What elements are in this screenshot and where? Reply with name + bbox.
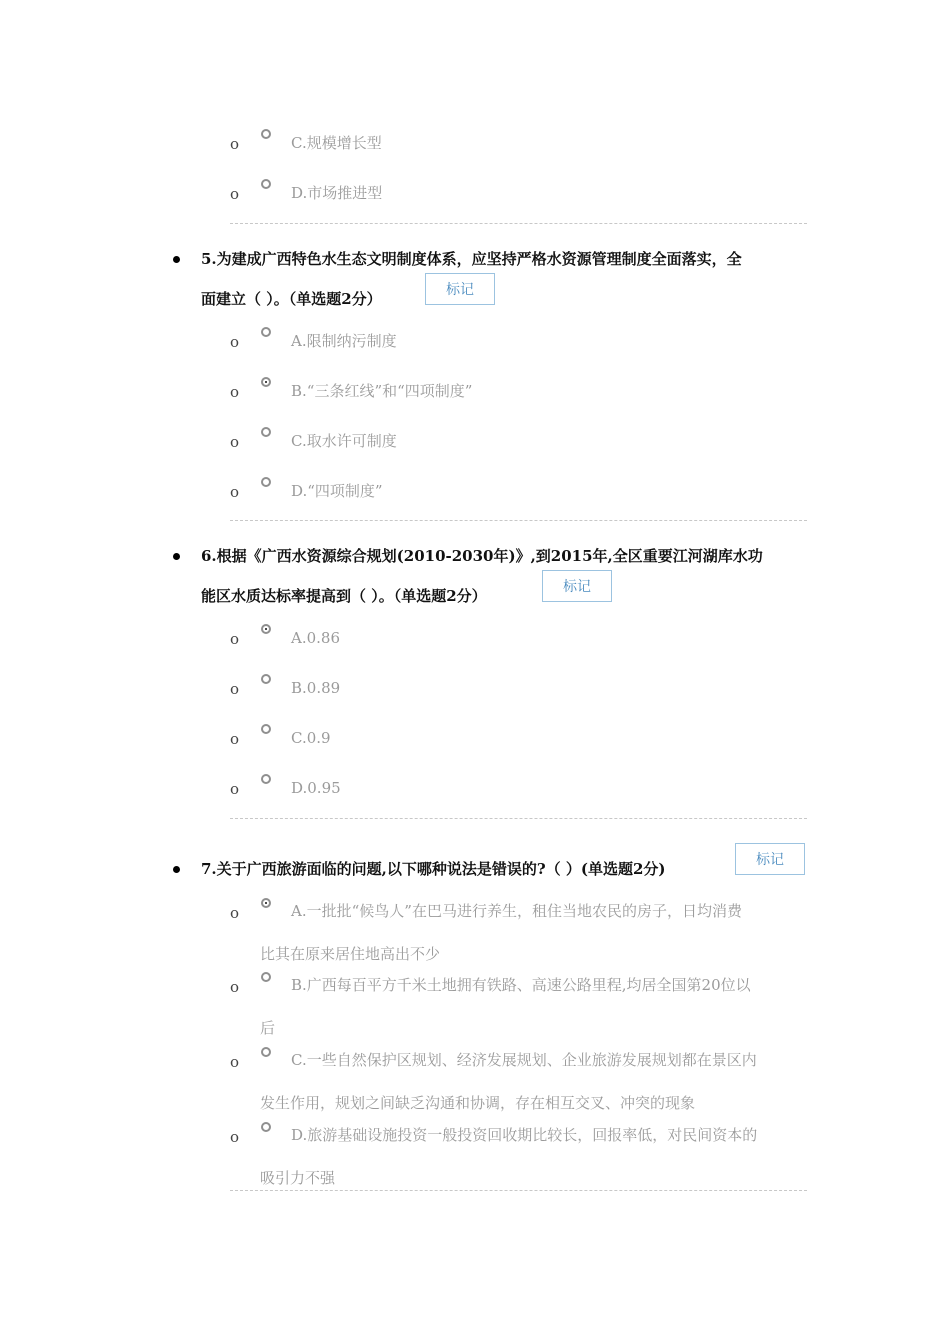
option-label: C.0.9 <box>291 729 331 747</box>
list-marker: o <box>230 135 240 153</box>
bullet <box>173 866 180 873</box>
option-label-continued: 吸引力不强 <box>260 1169 336 1187</box>
option-label: D.市场推进型 <box>291 184 383 202</box>
list-marker: o <box>230 1053 240 1071</box>
divider <box>230 223 807 224</box>
list-marker: o <box>230 904 240 922</box>
radio-button[interactable] <box>261 427 271 437</box>
mark-button[interactable]: 标记 <box>735 843 805 875</box>
question-text: 5.为建成广西特色水生态文明制度体系，应坚持严格水资源管理制度全面落实，全 <box>201 250 742 268</box>
mark-button[interactable]: 标记 <box>542 570 612 602</box>
list-marker: o <box>230 780 240 798</box>
radio-button-selected[interactable] <box>261 624 271 634</box>
question-text: 能区水质达标率提高到（ ）。（单选题2分） <box>201 587 487 605</box>
list-marker: o <box>230 680 240 698</box>
divider <box>230 818 807 819</box>
question-text: 面建立（ ）。（单选题2分） <box>201 290 382 308</box>
option-label: D.旅游基础设施投资一般投资回收期比较长，回报率低，对民间资本的 <box>291 1126 758 1144</box>
option-label: A.限制纳污制度 <box>291 332 397 350</box>
divider <box>230 520 807 521</box>
radio-button[interactable] <box>261 674 271 684</box>
list-marker: o <box>230 730 240 748</box>
radio-button[interactable] <box>261 129 271 139</box>
option-label: B.“三条红线”和“四项制度” <box>291 382 473 400</box>
list-marker: o <box>230 1128 240 1146</box>
radio-button-selected[interactable] <box>261 377 271 387</box>
option-label: A.一批批“候鸟人”在巴马进行养生，租住当地农民的房子，日均消费 <box>291 902 742 920</box>
option-label: B.广西每百平方千米土地拥有铁路、高速公路里程,均居全国第20位以 <box>291 976 751 994</box>
option-label: D.“四项制度” <box>291 482 383 500</box>
option-label-continued: 比其在原来居住地高出不少 <box>260 945 441 963</box>
option-label: C.一些自然保护区规划、经济发展规划、企业旅游发展规划都在景区内 <box>291 1051 757 1069</box>
radio-button[interactable] <box>261 1047 271 1057</box>
option-label-continued: 后 <box>260 1019 276 1037</box>
radio-button[interactable] <box>261 972 271 982</box>
list-marker: o <box>230 333 240 351</box>
list-marker: o <box>230 433 240 451</box>
list-marker: o <box>230 630 240 648</box>
list-marker: o <box>230 185 240 203</box>
option-label: D.0.95 <box>291 779 341 797</box>
option-label: A.0.86 <box>291 629 340 647</box>
divider <box>230 1190 807 1191</box>
radio-button[interactable] <box>261 774 271 784</box>
radio-button[interactable] <box>261 724 271 734</box>
option-label-continued: 发生作用，规划之间缺乏沟通和协调，存在相互交叉、冲突的现象 <box>260 1094 696 1112</box>
question-text: 7.关于广西旅游面临的问题,以下哪种说法是错误的?（ ）(单选题2分) <box>201 860 666 878</box>
option-label: C.规模增长型 <box>291 134 382 152</box>
mark-button[interactable]: 标记 <box>425 273 495 305</box>
option-label: C.取水许可制度 <box>291 432 397 450</box>
list-marker: o <box>230 383 240 401</box>
bullet <box>173 256 180 263</box>
radio-button[interactable] <box>261 477 271 487</box>
option-label: B.0.89 <box>291 679 341 697</box>
radio-button[interactable] <box>261 1122 271 1132</box>
radio-button[interactable] <box>261 179 271 189</box>
list-marker: o <box>230 978 240 996</box>
radio-button[interactable] <box>261 327 271 337</box>
radio-button-selected[interactable] <box>261 898 271 908</box>
bullet <box>173 553 180 560</box>
list-marker: o <box>230 483 240 501</box>
question-text: 6.根据《广西水资源综合规划(2010-2030年)》,到2015年,全区重要江河湖库水功 <box>201 547 763 565</box>
